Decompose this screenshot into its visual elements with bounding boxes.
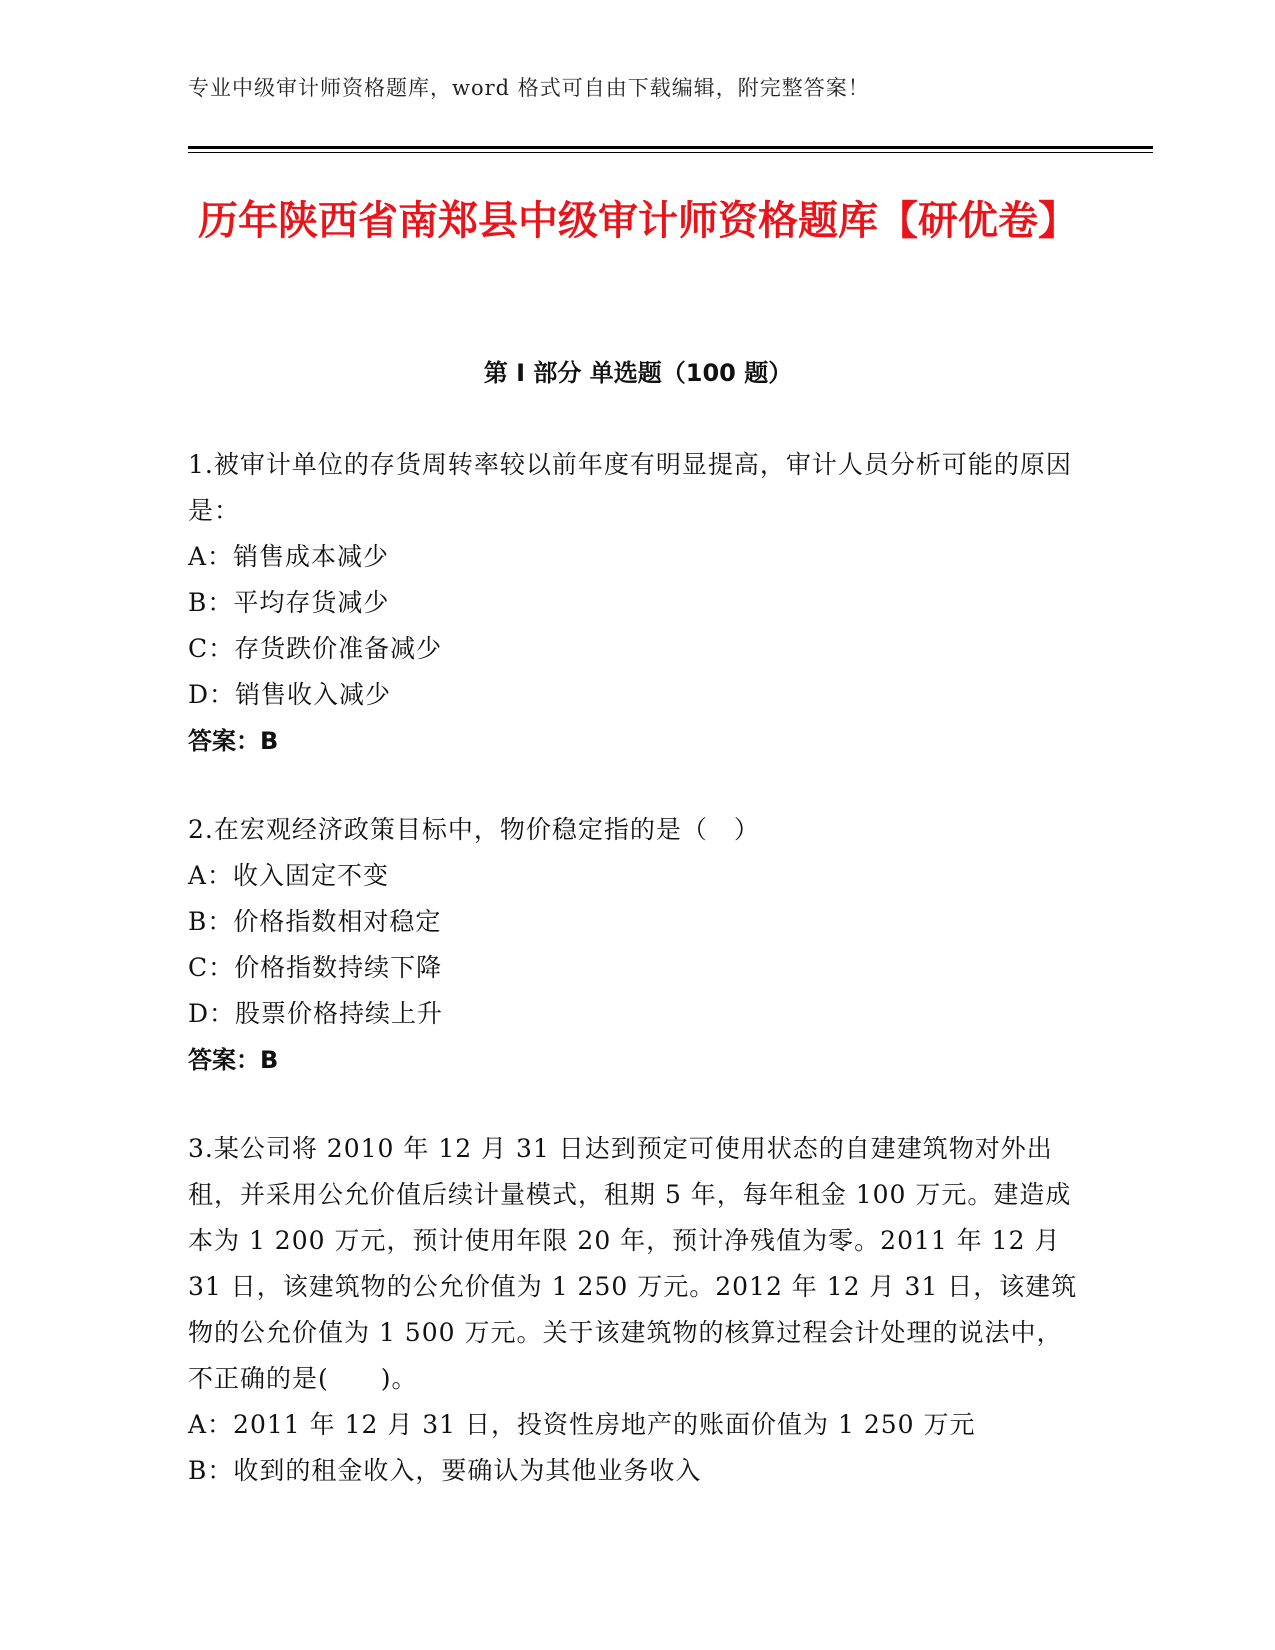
question-1: [188, 442, 1088, 764]
option-a: A：2011 年 12 月 31 日，投资性房地产的账面价值为 1 250 万元: [188, 1410, 976, 1439]
question-stem: 2.在宏观经济政策目标中，物价稳定指的是（ ）: [188, 815, 760, 844]
header-note: 专业中级审计师资格题库，word 格式可自由下载编辑，附完整答案！: [188, 76, 870, 100]
option-b: B：收到的租金收入，要确认为其他业务收入: [188, 1456, 702, 1485]
option-c: C：存货跌价准备减少: [188, 634, 443, 663]
question-2: [188, 807, 1088, 1083]
answer: 答案：B: [188, 1046, 279, 1074]
option-a: A：收入固定不变: [188, 861, 390, 890]
document-title: 历年陕西省南郑县中级审计师资格题库【研优卷】: [198, 198, 1078, 244]
header-rule-thin: [188, 152, 1153, 153]
option-d: D：销售收入减少: [188, 680, 392, 709]
section-title: 第 I 部分 单选题（100 题）: [483, 359, 793, 387]
option-c: C：价格指数持续下降: [188, 953, 443, 982]
question-stem: 1.被审计单位的存货周转率较以前年度有明显提高，审计人员分析可能的原因是：: [188, 450, 1072, 525]
option-d: D：股票价格持续上升: [188, 999, 444, 1028]
option-b: B：平均存货减少: [188, 588, 390, 617]
question-stem: 3.某公司将 2010 年 12 月 31 日达到预定可使用状态的自建建筑物对外出租，并采用公允价值后续计量模式，租期 5 年，每年租金 100 万元。建造成本为 1 200 万元，预计使用年限 20 年，预计净残值为零。2011 年 12 月 31 日，该建筑物的公允价值为 1 250 万元。2012 年 12 月 31 日，该建筑物的公允价值为 1 500 万元。关于该建筑物的核算过程会计处理的说法中，不正确的是( )。: [188, 1134, 1078, 1393]
option-b: B：价格指数相对稳定: [188, 907, 442, 936]
question-3: [188, 1126, 1088, 1494]
question-list: [188, 442, 1088, 1537]
option-a: A：销售成本减少: [188, 542, 390, 571]
answer: 答案：B: [188, 727, 279, 755]
header-rule-thick: [188, 146, 1153, 149]
